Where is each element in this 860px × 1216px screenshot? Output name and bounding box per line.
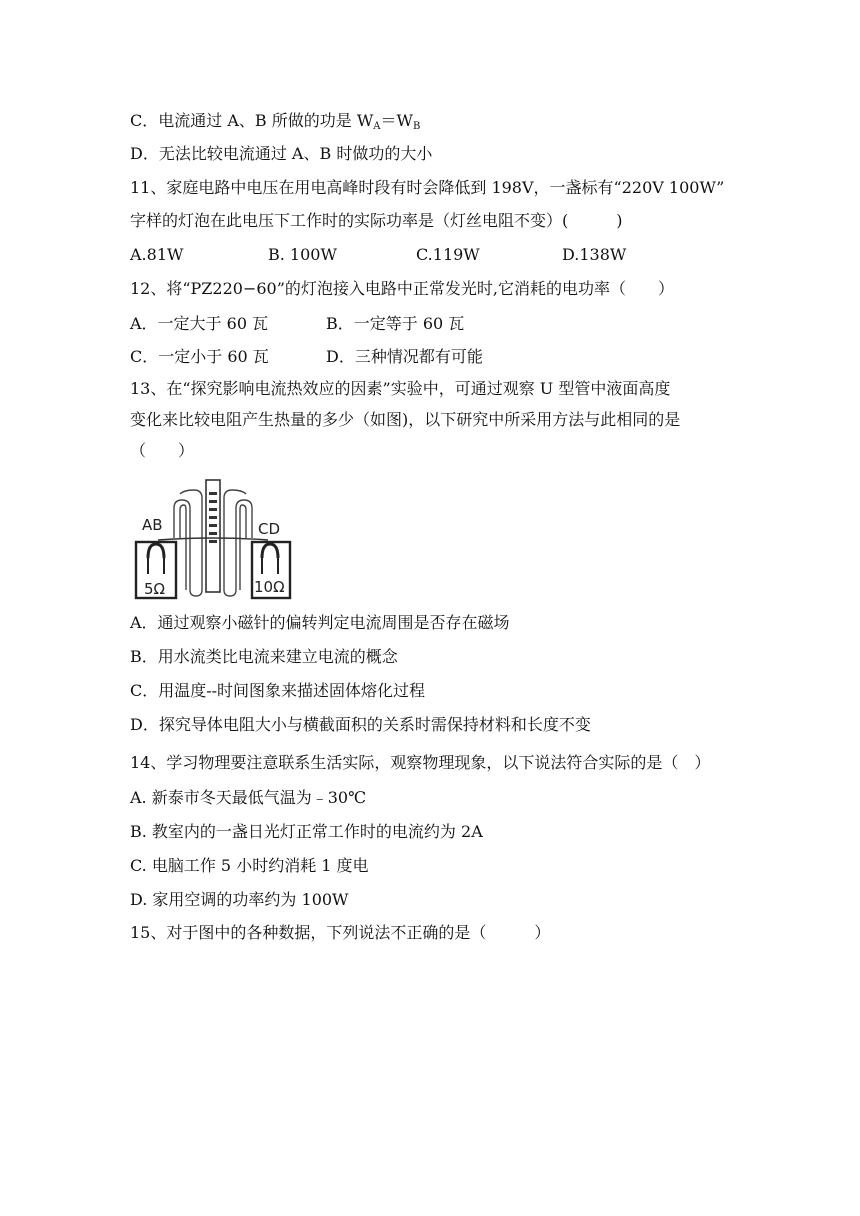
resistor-coil-right bbox=[262, 544, 278, 558]
q11-option-a: A.81W bbox=[130, 245, 184, 264]
q12-option-d: D．三种情况都有可能 bbox=[326, 347, 483, 366]
q12-option-b: B．一定等于 60 瓦 bbox=[326, 314, 465, 333]
q13-stem-line2: 变化来比较电阻产生热量的多少（如图)，以下研究中所采用方法与此相同的是 bbox=[130, 410, 681, 429]
resistor-coil-left bbox=[148, 544, 164, 558]
label-cd: CD bbox=[258, 520, 281, 538]
q13-option-d: D．探究导体电阻大小与横截面积的关系时需保持材料和长度不变 bbox=[130, 715, 591, 734]
u-tube-scale bbox=[206, 480, 220, 592]
q13-option-a: A．通过观察小磁针的偏转判定电流周围是否存在磁场 bbox=[130, 613, 510, 632]
q10-sub-b: B bbox=[412, 121, 421, 132]
q11-option-d: D.138W bbox=[562, 245, 627, 264]
q10-option-c bbox=[130, 110, 420, 138]
q13-option-b: B．用水流类比电流来建立电流的概念 bbox=[130, 647, 398, 666]
q12-option-c: C．一定小于 60 瓦 bbox=[130, 347, 269, 366]
q11-option-c: C.119W bbox=[416, 245, 480, 264]
q14-option-d: D. 家用空调的功率约为 100W bbox=[130, 890, 349, 909]
q10-sub-a: A bbox=[373, 121, 381, 132]
q13-option-c: C．用温度--时间图象来描述固体熔化过程 bbox=[130, 681, 426, 700]
q14-option-c: C. 电脑工作 5 小时约消耗 1 度电 bbox=[130, 856, 369, 875]
label-ab: AB bbox=[142, 516, 163, 534]
q14-stem: 14、学习物理要注意联系生活实际，观察物理现象，以下说法符合实际的是（ ） bbox=[130, 753, 711, 772]
q10-option-c-text: C．电流通过 A、B 所做的功是 W bbox=[130, 111, 374, 130]
q11-stem-line1: 11、家庭电路中电压在用电高峰时段有时会降低到 198V，一盏标有“220V 100W” bbox=[130, 178, 725, 197]
scale-ticks bbox=[209, 492, 217, 543]
q13-stem-line3: （ ） bbox=[130, 441, 195, 460]
q13-stem-line1: 13、在“探究影响电流热效应的因素”实验中，可通过观察 U 型管中液面高度 bbox=[130, 379, 671, 398]
q14-option-a: A. 新泰市冬天最低气温为﹣30℃ bbox=[130, 788, 366, 807]
q12-stem: 12、将“PZ220−60”的灯泡接入电路中正常发光时,它消耗的电功率（ ） bbox=[130, 279, 674, 298]
q11-stem-line2: 字样的灯泡在此电压下工作时的实际功率是（灯丝电阻不变）( ) bbox=[130, 211, 623, 230]
q12-option-a: A．一定大于 60 瓦 bbox=[130, 314, 269, 333]
q11-option-b: B. 100W bbox=[268, 245, 337, 264]
q10-option-d: D．无法比较电流通过 A、B 时做功的大小 bbox=[130, 144, 433, 163]
resistance-right: 10Ω bbox=[254, 578, 285, 596]
wire bbox=[158, 538, 268, 540]
experiment-figure bbox=[128, 478, 294, 602]
q14-option-b: B. 教室内的一盏日光灯正常工作时的电流约为 2A bbox=[130, 822, 483, 841]
resistance-left: 5Ω bbox=[144, 580, 166, 598]
q15-stem: 15、对于图中的各种数据，下列说法不正确的是（ ） bbox=[130, 923, 551, 942]
q10-option-c-eq: ＝W bbox=[380, 111, 413, 130]
